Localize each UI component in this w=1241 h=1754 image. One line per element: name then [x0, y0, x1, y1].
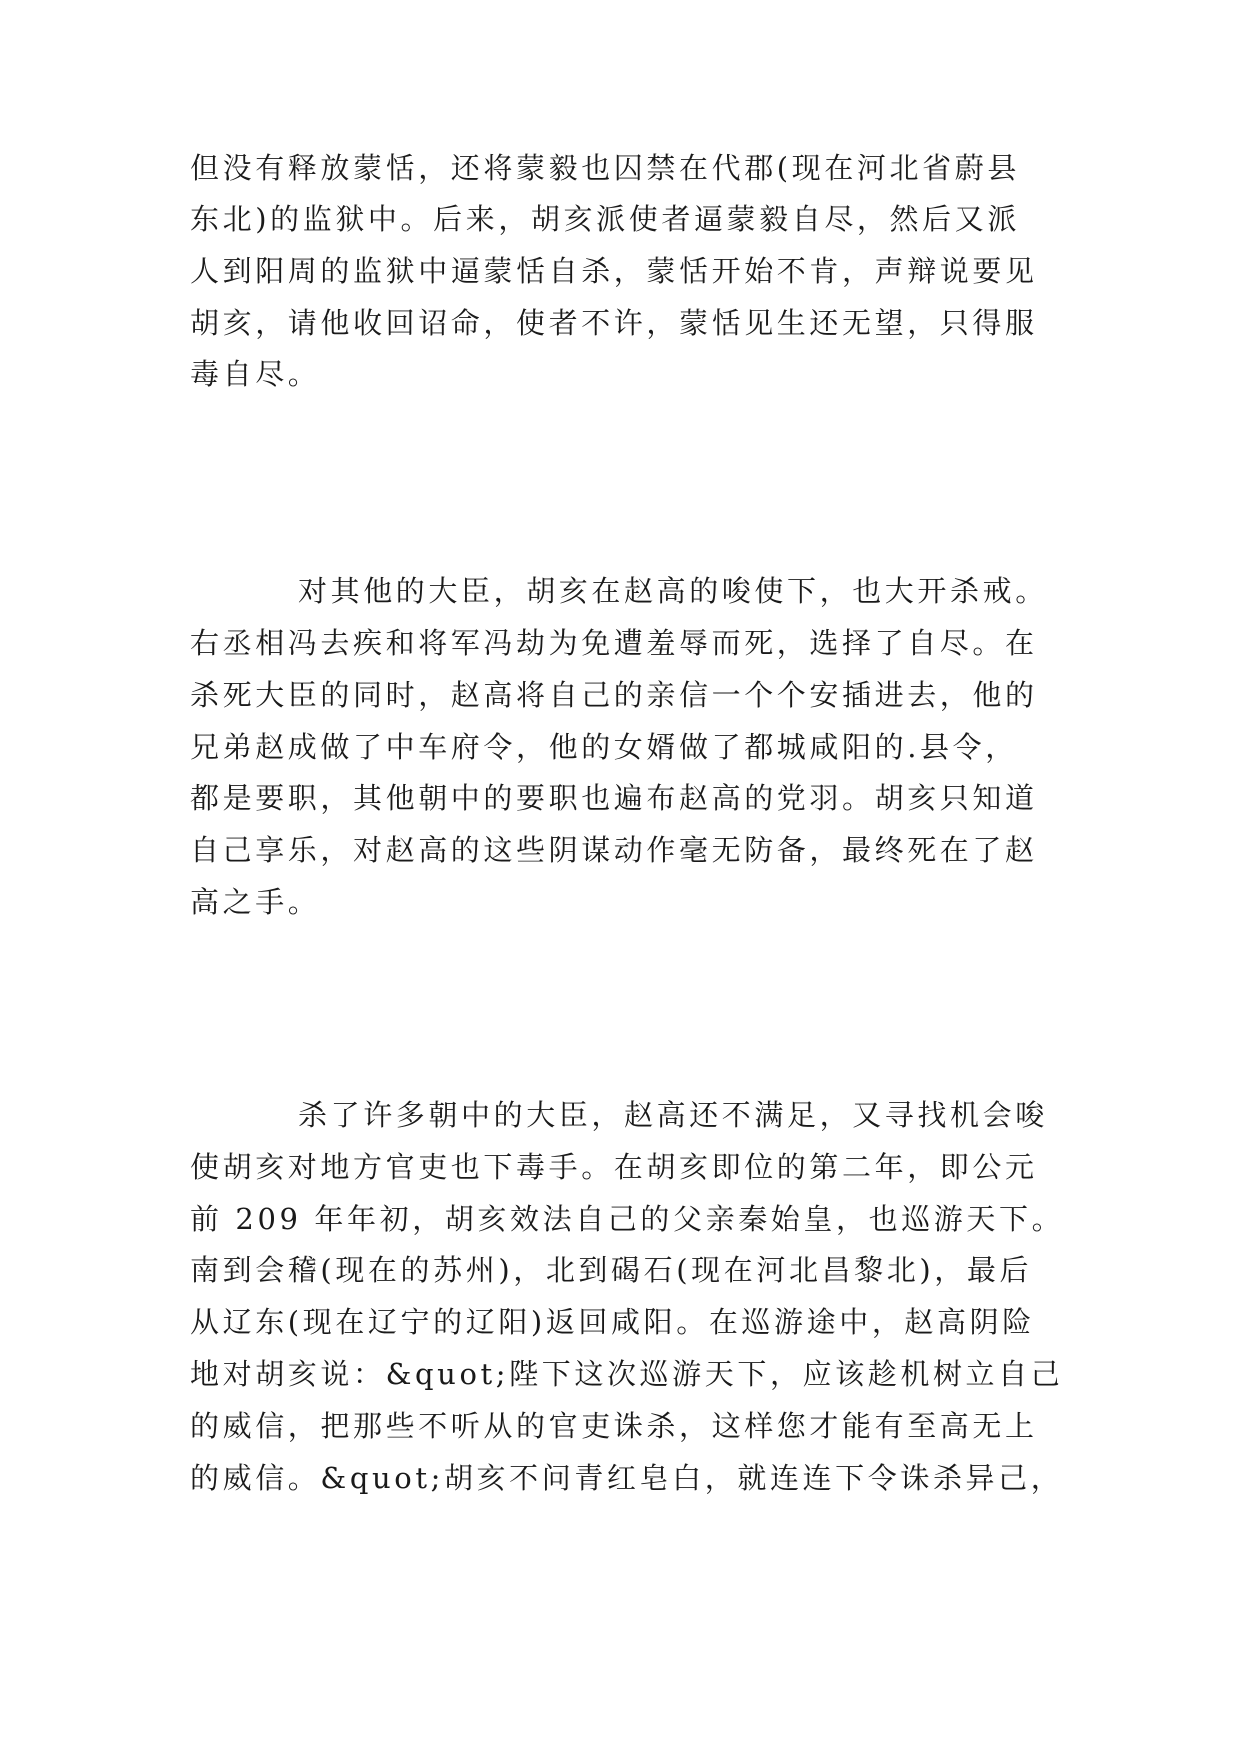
paragraph-line: 对其他的大臣，胡亥在赵高的唆使下，也大开杀戒。 [298, 574, 1048, 608]
paragraph-line: 人到阳周的监狱中逼蒙恬自杀，蒙恬开始不肯，声辩说要见 [190, 254, 1038, 288]
paragraph-line: 高之手。 [190, 885, 321, 919]
paragraph-line: 南到会稽(现在的苏州)，北到碣石(现在河北昌黎北)，最后 [190, 1253, 1033, 1287]
paragraph-line: 杀了许多朝中的大臣，赵高还不满足，又寻找机会唆 [298, 1098, 1048, 1132]
paragraph-line: 从辽东(现在辽宁的辽阳)返回咸阳。在巡游途中，赵高阴险 [190, 1305, 1035, 1339]
paragraph-line: 东北)的监狱中。后来，胡亥派使者逼蒙毅自尽，然后又派 [190, 202, 1020, 236]
paragraph-line: 的威信。&quot;胡亥不问青红皂白，就连连下令诛杀异己， [190, 1461, 1064, 1495]
paragraph-line: 胡亥，请他收回诏命，使者不许，蒙恬见生还无望，只得服 [190, 306, 1038, 340]
paragraph-line: 自己享乐，对赵高的这些阴谋动作毫无防备，最终死在了赵 [190, 833, 1038, 867]
paragraph-line: 右丞相冯去疾和将军冯劫为免遭羞辱而死，选择了自尽。在 [190, 626, 1038, 660]
paragraph-line: 都是要职，其他朝中的要职也遍布赵高的党羽。胡亥只知道 [190, 781, 1038, 815]
paragraph-line: 使胡亥对地方官吏也下毒手。在胡亥即位的第二年，即公元 [190, 1150, 1038, 1184]
paragraph-line: 兄弟赵成做了中车府令，他的女婿做了都城咸阳的.县令， [190, 730, 1018, 764]
paragraph-line: 杀死大臣的同时，赵高将自己的亲信一个个安插进去，他的 [190, 678, 1038, 712]
paragraph-line: 毒自尽。 [190, 357, 321, 391]
paragraph-line: 但没有释放蒙恬，还将蒙毅也囚禁在代郡(现在河北省蔚县 [190, 151, 1020, 185]
paragraph-line: 前 209 年年初，胡亥效法自己的父亲秦始皇，也巡游天下。 [190, 1202, 1065, 1236]
paragraph-line: 地对胡亥说：&quot;陛下这次巡游天下，应该趁机树立自己 [190, 1357, 1064, 1391]
paragraph-line: 的威信，把那些不听从的官吏诛杀，这样您才能有至高无上 [190, 1409, 1038, 1443]
